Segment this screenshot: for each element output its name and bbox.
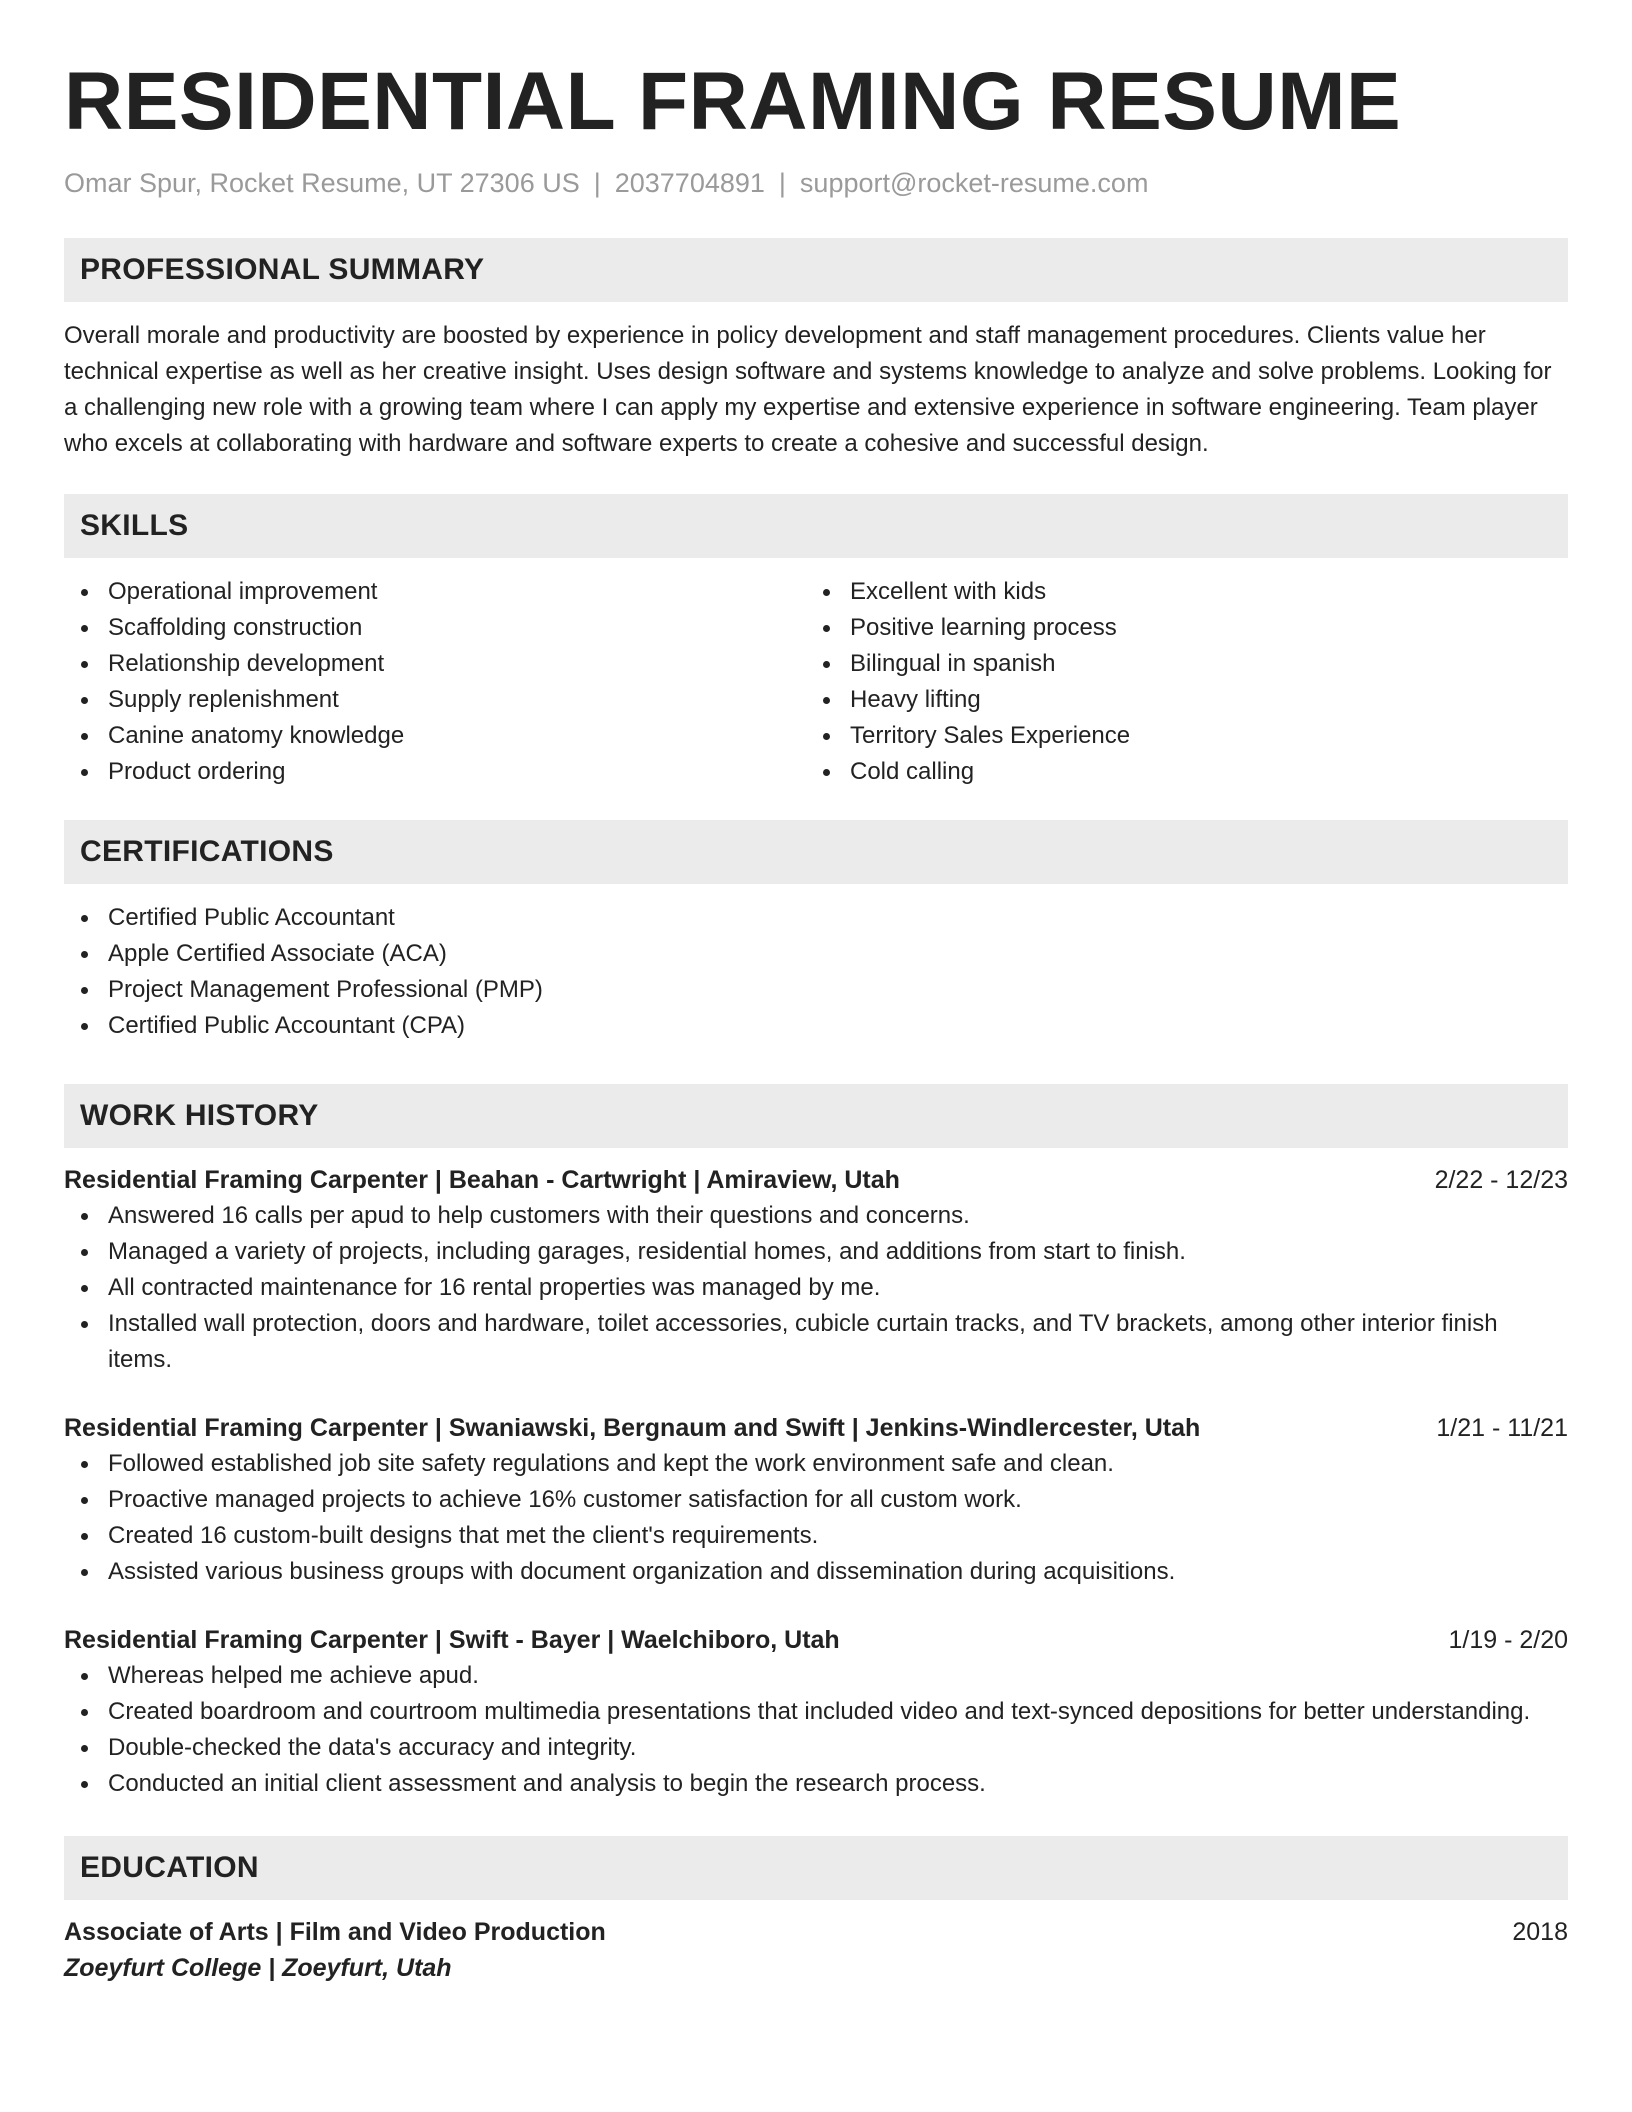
job-bullet: Managed a variety of projects, including garages, residential homes, and additions from start to finish. bbox=[64, 1234, 1568, 1270]
job-entry bbox=[64, 1410, 1568, 1590]
job-dates: 1/21 - 11/21 bbox=[1436, 1414, 1568, 1442]
section-header-certifications: CERTIFICATIONS bbox=[64, 820, 1568, 884]
job-bullets bbox=[64, 1446, 1568, 1590]
skill-item: Excellent with kids bbox=[806, 574, 1548, 610]
job-bullet: Answered 16 calls per apud to help customers with their questions and concerns. bbox=[64, 1198, 1568, 1234]
job-bullet: Created boardroom and courtroom multimedia presentations that included video and text-synced depositions for better understanding. bbox=[64, 1694, 1568, 1730]
job-entry bbox=[64, 1622, 1568, 1802]
job-title: Residential Framing Carpenter | Beahan - Cartwright | Amiraview, Utah bbox=[64, 1166, 900, 1194]
skill-item: Heavy lifting bbox=[806, 682, 1548, 718]
job-bullet: Proactive managed projects to achieve 16% customer satisfaction for all custom work. bbox=[64, 1482, 1568, 1518]
education-entry bbox=[64, 1914, 1568, 1986]
job-header bbox=[64, 1622, 1568, 1658]
job-header bbox=[64, 1162, 1568, 1198]
job-bullet: Created 16 custom-built designs that met the client's requirements. bbox=[64, 1518, 1568, 1554]
section-header-education: EDUCATION bbox=[64, 1836, 1568, 1900]
job-bullet: Double-checked the data's accuracy and integrity. bbox=[64, 1730, 1568, 1766]
contact-separator: | bbox=[778, 168, 786, 198]
skill-item: Scaffolding construction bbox=[64, 610, 806, 646]
job-bullet: All contracted maintenance for 16 rental properties was managed by me. bbox=[64, 1270, 1568, 1306]
certification-item: Certified Public Accountant (CPA) bbox=[64, 1008, 1568, 1044]
skill-item: Relationship development bbox=[64, 646, 806, 682]
job-bullet: Whereas helped me achieve apud. bbox=[64, 1658, 1568, 1694]
section-header-work-history: WORK HISTORY bbox=[64, 1084, 1568, 1148]
education-header bbox=[64, 1914, 1568, 1950]
section-header-skills: SKILLS bbox=[64, 494, 1568, 558]
skill-item: Territory Sales Experience bbox=[806, 718, 1548, 754]
skills-columns bbox=[64, 574, 1568, 790]
skill-item: Positive learning process bbox=[806, 610, 1548, 646]
job-bullet: Installed wall protection, doors and hardware, toilet accessories, cubicle curtain tracks, and TV brackets, among other interior finish items. bbox=[64, 1306, 1568, 1378]
job-bullets bbox=[64, 1658, 1568, 1802]
skill-item: Supply replenishment bbox=[64, 682, 806, 718]
job-bullets bbox=[64, 1198, 1568, 1378]
skills-list-left bbox=[64, 574, 806, 790]
section-header-summary: PROFESSIONAL SUMMARY bbox=[64, 238, 1568, 302]
contact-address: Omar Spur, Rocket Resume, UT 27306 US bbox=[64, 168, 580, 198]
contact-email: support@rocket-resume.com bbox=[799, 168, 1149, 198]
certification-item: Certified Public Accountant bbox=[64, 900, 1568, 936]
skill-item: Bilingual in spanish bbox=[806, 646, 1548, 682]
skill-item: Cold calling bbox=[806, 754, 1548, 790]
job-entry bbox=[64, 1162, 1568, 1378]
skill-item: Canine anatomy knowledge bbox=[64, 718, 806, 754]
job-title: Residential Framing Carpenter | Swift - Bayer | Waelchiboro, Utah bbox=[64, 1626, 840, 1654]
job-dates: 1/19 - 2/20 bbox=[1448, 1626, 1568, 1654]
education-year: 2018 bbox=[1512, 1918, 1568, 1946]
job-bullet: Followed established job site safety regulations and kept the work environment safe and clean. bbox=[64, 1446, 1568, 1482]
job-dates: 2/22 - 12/23 bbox=[1434, 1166, 1568, 1194]
certifications-list bbox=[64, 900, 1568, 1044]
certification-item: Apple Certified Associate (ACA) bbox=[64, 936, 1568, 972]
job-bullet: Conducted an initial client assessment and analysis to begin the research process. bbox=[64, 1766, 1568, 1802]
education-school: Zoeyfurt College | Zoeyfurt, Utah bbox=[64, 1954, 452, 1982]
job-title: Residential Framing Carpenter | Swaniawski, Bergnaum and Swift | Jenkins-Windlercester, Utah bbox=[64, 1414, 1201, 1442]
contact-separator: | bbox=[593, 168, 601, 198]
education-degree: Associate of Arts | Film and Video Production bbox=[64, 1918, 606, 1946]
job-bullet: Assisted various business groups with document organization and dissemination during acquisitions. bbox=[64, 1554, 1568, 1590]
skill-item: Operational improvement bbox=[64, 574, 806, 610]
skill-item: Product ordering bbox=[64, 754, 806, 790]
job-header bbox=[64, 1410, 1568, 1446]
skills-list-right bbox=[806, 574, 1548, 790]
certification-item: Project Management Professional (PMP) bbox=[64, 972, 1568, 1008]
resume-title: RESIDENTIAL FRAMING RESUME bbox=[64, 56, 1402, 147]
contact-line bbox=[64, 166, 1568, 200]
summary-text: Overall morale and productivity are boosted by experience in policy development and staff management procedures. Clients value her technical expertise as well as her creative insight. Uses design software and systems knowledge to analyze and solve problems. Looking for a challenging new role with a growing team where I can apply my expertise and extensive experience in software engineering. Team player who excels at collaborating with hardware and software experts to create a cohesive and successful design. bbox=[64, 322, 1552, 457]
contact-phone: 2037704891 bbox=[614, 168, 765, 198]
